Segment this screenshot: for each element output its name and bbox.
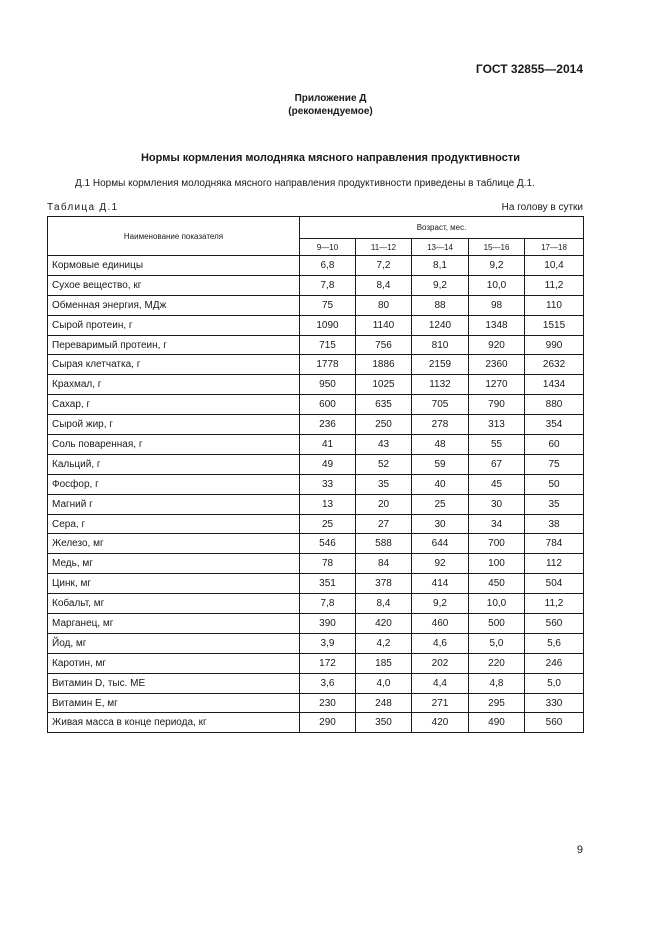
indicator-name: Крахмал, г — [48, 375, 300, 395]
norm-value: 246 — [525, 653, 584, 673]
table-row — [48, 315, 584, 335]
indicator-name: Сырой протеин, г — [48, 315, 300, 335]
section-title: Нормы кормления молодняка мясного направления продуктивности — [140, 152, 521, 164]
norm-value: 202 — [412, 653, 469, 673]
norm-value: 34 — [469, 514, 525, 534]
norm-value: 1132 — [412, 375, 469, 395]
indicator-name: Живая масса в конце периода, кг — [48, 713, 300, 733]
norm-value: 38 — [525, 514, 584, 534]
indicator-name: Йод, мг — [48, 633, 300, 653]
norm-value: 560 — [525, 614, 584, 634]
feeding-norms-table — [47, 216, 584, 733]
norm-value: 880 — [525, 395, 584, 415]
norm-value: 1240 — [412, 315, 469, 335]
table-row — [48, 713, 584, 733]
age-column-header: 17—18 — [525, 239, 584, 256]
table-label: Таблица Д.1 — [47, 202, 119, 213]
norm-value: 80 — [356, 295, 412, 315]
norm-value: 1886 — [356, 355, 412, 375]
document-code: ГОСТ 32855—2014 — [475, 62, 583, 76]
norm-value: 35 — [356, 474, 412, 494]
norm-value: 2360 — [469, 355, 525, 375]
table-row — [48, 454, 584, 474]
indicator-name: Соль поваренная, г — [48, 435, 300, 455]
norm-value: 25 — [300, 514, 356, 534]
norm-value: 313 — [469, 415, 525, 435]
norm-value: 351 — [300, 574, 356, 594]
norm-value: 84 — [356, 554, 412, 574]
norm-value: 35 — [525, 494, 584, 514]
norm-value: 500 — [469, 614, 525, 634]
norm-value: 5,6 — [525, 633, 584, 653]
norm-value: 45 — [469, 474, 525, 494]
indicator-name: Переваримый протеин, г — [48, 335, 300, 355]
norm-value: 390 — [300, 614, 356, 634]
norm-value: 92 — [412, 554, 469, 574]
norm-value: 185 — [356, 653, 412, 673]
table-row — [48, 415, 584, 435]
norm-value: 1434 — [525, 375, 584, 395]
norm-value: 790 — [469, 395, 525, 415]
norm-value: 75 — [525, 454, 584, 474]
age-column-header: 15—16 — [469, 239, 525, 256]
norm-value: 560 — [525, 713, 584, 733]
norm-value: 8,4 — [356, 275, 412, 295]
table-row — [48, 355, 584, 375]
norm-value: 13 — [300, 494, 356, 514]
norm-value: 9,2 — [412, 275, 469, 295]
norm-value: 52 — [356, 454, 412, 474]
table-body — [48, 256, 584, 733]
norm-value: 990 — [525, 335, 584, 355]
norm-value: 100 — [469, 554, 525, 574]
age-column-header: 13—14 — [412, 239, 469, 256]
norm-value: 644 — [412, 534, 469, 554]
norm-value: 5,0 — [525, 673, 584, 693]
norm-value: 75 — [300, 295, 356, 315]
indicator-name: Фосфор, г — [48, 474, 300, 494]
norm-value: 350 — [356, 713, 412, 733]
units-note: На голову в сутки — [501, 202, 583, 213]
norm-value: 7,2 — [356, 256, 412, 276]
norm-value: 55 — [469, 435, 525, 455]
indicator-name: Сырой жир, г — [48, 415, 300, 435]
indicator-name: Железо, мг — [48, 534, 300, 554]
norm-value: 4,4 — [412, 673, 469, 693]
norm-value: 10,4 — [525, 256, 584, 276]
table-row — [48, 514, 584, 534]
norm-value: 756 — [356, 335, 412, 355]
norm-value: 4,2 — [356, 633, 412, 653]
indicator-name: Марганец, мг — [48, 614, 300, 634]
table-row — [48, 395, 584, 415]
norm-value: 3,9 — [300, 633, 356, 653]
norm-value: 1140 — [356, 315, 412, 335]
table-row — [48, 653, 584, 673]
norm-value: 10,0 — [469, 275, 525, 295]
indicator-name: Сырая клетчатка, г — [48, 355, 300, 375]
indicator-name: Медь, мг — [48, 554, 300, 574]
table-row — [48, 693, 584, 713]
norm-value: 4,6 — [412, 633, 469, 653]
table-row — [48, 673, 584, 693]
norm-value: 220 — [469, 653, 525, 673]
indicator-name: Кальций, г — [48, 454, 300, 474]
norm-value: 30 — [412, 514, 469, 534]
norm-value: 250 — [356, 415, 412, 435]
appendix-status: (рекомендуемое) — [288, 106, 373, 117]
norm-value: 25 — [412, 494, 469, 514]
age-column-header: 11—12 — [356, 239, 412, 256]
indicator-name: Каротин, мг — [48, 653, 300, 673]
norm-value: 1778 — [300, 355, 356, 375]
table-row — [48, 335, 584, 355]
norm-value: 1090 — [300, 315, 356, 335]
table-row — [48, 574, 584, 594]
norm-value: 112 — [525, 554, 584, 574]
table-row — [48, 474, 584, 494]
indicator-name: Витамин Е, мг — [48, 693, 300, 713]
norm-value: 378 — [356, 574, 412, 594]
norm-value: 460 — [412, 614, 469, 634]
column-header-indicator: Наименование показателя — [48, 217, 300, 256]
norm-value: 20 — [356, 494, 412, 514]
table-row — [48, 633, 584, 653]
norm-value: 88 — [412, 295, 469, 315]
norm-value: 700 — [469, 534, 525, 554]
norm-value: 490 — [469, 713, 525, 733]
norm-value: 504 — [525, 574, 584, 594]
norm-value: 40 — [412, 474, 469, 494]
appendix-heading — [0, 92, 661, 118]
norm-value: 450 — [469, 574, 525, 594]
age-column-header: 9—10 — [300, 239, 356, 256]
norm-value: 588 — [356, 534, 412, 554]
intro-paragraph: Д.1 Нормы кормления молодняка мясного направления продуктивности приведены в таблице Д.1. — [75, 178, 535, 189]
table-row — [48, 534, 584, 554]
norm-value: 59 — [412, 454, 469, 474]
table-row — [48, 435, 584, 455]
table-row — [48, 554, 584, 574]
table-row — [48, 594, 584, 614]
norm-value: 1515 — [525, 315, 584, 335]
norm-value: 4,8 — [469, 673, 525, 693]
norm-value: 9,2 — [469, 256, 525, 276]
norm-value: 6,8 — [300, 256, 356, 276]
norm-value: 7,8 — [300, 275, 356, 295]
norm-value: 43 — [356, 435, 412, 455]
norm-value: 110 — [525, 295, 584, 315]
norm-value: 8,4 — [356, 594, 412, 614]
norm-value: 705 — [412, 395, 469, 415]
norm-value: 27 — [356, 514, 412, 534]
norm-value: 635 — [356, 395, 412, 415]
norm-value: 230 — [300, 693, 356, 713]
norm-value: 48 — [412, 435, 469, 455]
norm-value: 8,1 — [412, 256, 469, 276]
table-row — [48, 295, 584, 315]
appendix-title: Приложение Д — [294, 93, 367, 104]
norm-value: 60 — [525, 435, 584, 455]
norm-value: 11,2 — [525, 594, 584, 614]
table-row — [48, 614, 584, 634]
norm-value: 354 — [525, 415, 584, 435]
indicator-name: Витамин D, тыс. МЕ — [48, 673, 300, 693]
norm-value: 9,2 — [412, 594, 469, 614]
norm-value: 414 — [412, 574, 469, 594]
norm-value: 4,0 — [356, 673, 412, 693]
norm-value: 172 — [300, 653, 356, 673]
norm-value: 2159 — [412, 355, 469, 375]
norm-value: 3,6 — [300, 673, 356, 693]
norm-value: 950 — [300, 375, 356, 395]
indicator-name: Сера, г — [48, 514, 300, 534]
table-row — [48, 375, 584, 395]
norm-value: 50 — [525, 474, 584, 494]
norm-value: 420 — [412, 713, 469, 733]
column-header-age: Возраст, мес. — [300, 217, 584, 239]
table-row — [48, 275, 584, 295]
norm-value: 49 — [300, 454, 356, 474]
norm-value: 810 — [412, 335, 469, 355]
indicator-name: Магний г — [48, 494, 300, 514]
norm-value: 236 — [300, 415, 356, 435]
norm-value: 1348 — [469, 315, 525, 335]
norm-value: 33 — [300, 474, 356, 494]
norm-value: 600 — [300, 395, 356, 415]
indicator-name: Обменная энергия, МДж — [48, 295, 300, 315]
norm-value: 41 — [300, 435, 356, 455]
norm-value: 330 — [525, 693, 584, 713]
norm-value: 1025 — [356, 375, 412, 395]
norm-value: 2632 — [525, 355, 584, 375]
indicator-name: Кормовые единицы — [48, 256, 300, 276]
norm-value: 67 — [469, 454, 525, 474]
table-row — [48, 256, 584, 276]
norm-value: 5,0 — [469, 633, 525, 653]
norm-value: 30 — [469, 494, 525, 514]
indicator-name: Сахар, г — [48, 395, 300, 415]
norm-value: 546 — [300, 534, 356, 554]
norm-value: 278 — [412, 415, 469, 435]
norm-value: 7,8 — [300, 594, 356, 614]
norm-value: 290 — [300, 713, 356, 733]
page-number: 9 — [576, 844, 583, 856]
norm-value: 248 — [356, 693, 412, 713]
norm-value: 78 — [300, 554, 356, 574]
norm-value: 1270 — [469, 375, 525, 395]
norm-value: 98 — [469, 295, 525, 315]
indicator-name: Цинк, мг — [48, 574, 300, 594]
norm-value: 784 — [525, 534, 584, 554]
norm-value: 271 — [412, 693, 469, 713]
indicator-name: Кобальт, мг — [48, 594, 300, 614]
indicator-name: Сухое вещество, кг — [48, 275, 300, 295]
table-row — [48, 494, 584, 514]
norm-value: 420 — [356, 614, 412, 634]
norm-value: 11,2 — [525, 275, 584, 295]
norm-value: 920 — [469, 335, 525, 355]
norm-value: 295 — [469, 693, 525, 713]
norm-value: 715 — [300, 335, 356, 355]
norm-value: 10,0 — [469, 594, 525, 614]
